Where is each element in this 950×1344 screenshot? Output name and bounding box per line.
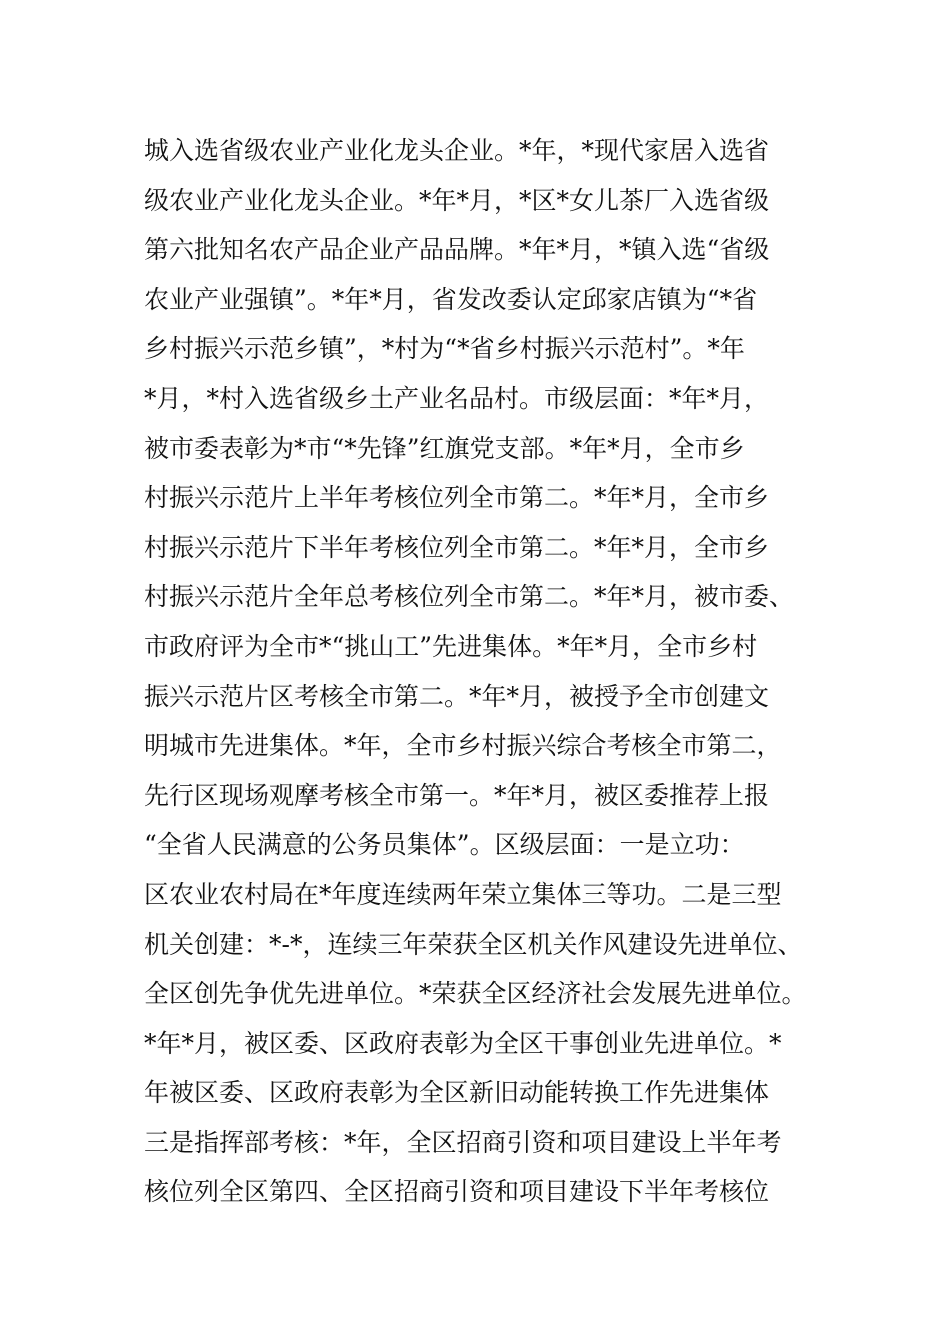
text-line: 市政府评为全市*“挑山工”先进集体。*年*月，全市乡村: [144, 631, 758, 661]
text-line: *月，*村入选省级乡土产业名品村。市级层面：*年*月，: [144, 383, 770, 413]
text-line: 被市委表彰为*市“*先锋”红旗党支部。*年*月，全市乡: [144, 433, 745, 463]
text-line: 村振兴示范片上半年考核位列全市第二。*年*月，全市乡: [144, 483, 770, 513]
body-text: [144, 126, 824, 1217]
text-line: 村振兴示范片全年总考核位列全市第二。*年*月，被市委、: [144, 582, 795, 612]
text-line: “全省人民满意的公务员集体”。区级层面：一是立功：: [144, 830, 745, 860]
text-line: 明城市先进集体。*年，全市乡村振兴综合考核全市第二，: [144, 731, 782, 761]
text-line: 机关创建：*-*，连续三年荣获全区机关作风建设先进单位、: [144, 929, 803, 959]
text-line: 年被区委、区政府表彰为全区新旧动能转换工作先进集体: [144, 1078, 770, 1108]
text-line: 级农业产业化龙头企业。*年*月，*区*女儿茶厂入选省级: [144, 185, 770, 215]
text-line: 第六批知名农产品企业产品品牌。*年*月，*镇入选“省级: [144, 235, 770, 265]
text-line: 村振兴示范片下半年考核位列全市第二。*年*月，全市乡: [144, 532, 770, 562]
text-line: 城入选省级农业产业化龙头企业。*年，*现代家居入选省: [144, 136, 770, 165]
text-line: 三是指挥部考核：*年，全区招商引资和项目建设上半年考: [144, 1127, 782, 1157]
text-line: 农业产业强镇”。*年*月，省发改委认定邱家店镇为“*省: [144, 284, 758, 314]
text-line: 区农业农村局在*年度连续两年荣立集体三等功。二是三型: [144, 879, 782, 909]
text-line: 全区创先争优先进单位。*荣获全区经济社会发展先进单位。: [144, 979, 807, 1009]
text-line: 先行区现场观摩考核全市第一。*年*月，被区委推荐上报: [144, 780, 770, 810]
text-line: 核位列全区第四、全区招商引资和项目建设下半年考核位: [144, 1177, 770, 1207]
text-line: *年*月，被区委、区政府表彰为全区干事创业先进单位。*: [144, 1028, 782, 1058]
text-line: 乡村振兴示范乡镇”，*村为“*省乡村振兴示范村”。*年: [144, 334, 745, 364]
text-line: 振兴示范片区考核全市第二。*年*月，被授予全市创建文: [144, 681, 770, 711]
